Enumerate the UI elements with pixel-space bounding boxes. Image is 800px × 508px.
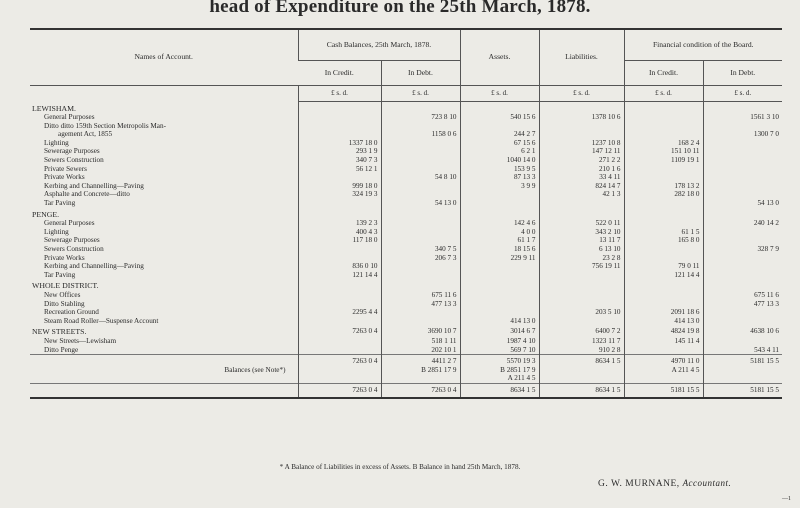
amount-cell: 1109 19 1 [624, 156, 703, 165]
account-name: Steam Road Roller—Suspense Account [44, 316, 159, 325]
amount-cell: 2295 4 4 [298, 308, 381, 317]
units-label: £ s. d. [381, 86, 460, 102]
amount-cell: 4824 19 8 [624, 325, 703, 337]
account-name: WHOLE DISTRICT. [32, 281, 99, 291]
account-name: Sewers Construction [44, 245, 104, 253]
account-name: Sewerage Purposes [44, 147, 100, 156]
amount-cell: 6 2 1 [460, 147, 539, 156]
amount-cell [298, 130, 381, 139]
amount-cell: 675 11 6 [703, 291, 782, 300]
table-row [30, 165, 782, 174]
amount-cell: 42 1 3 [539, 190, 624, 199]
units-label: £ s. d. [539, 86, 624, 102]
amount-cell [460, 102, 539, 114]
table-row [30, 139, 782, 148]
amount-cell: 147 12 11 [539, 147, 624, 156]
table-row [30, 219, 782, 228]
amount-cell: 1337 18 0 [298, 139, 381, 148]
account-name: Ditto Stabling [44, 299, 85, 308]
amount-cell: 1323 11 7 [539, 337, 624, 346]
amount-cell: 5570 19 3 [460, 355, 539, 366]
account-name [30, 374, 298, 383]
amount-cell: 8634 1 5 [460, 383, 539, 397]
header-cash-credit: In Credit. [298, 61, 381, 86]
amount-cell [381, 279, 460, 291]
amount-cell: 3690 10 7 [381, 325, 460, 337]
amount-cell: 61 1 5 [624, 228, 703, 237]
amount-cell [624, 254, 703, 263]
amount-cell [703, 165, 782, 174]
amount-cell [703, 366, 782, 375]
amount-cell: B 2851 17 9 [460, 366, 539, 375]
amount-cell: 121 14 4 [298, 271, 381, 280]
account-name: Private Works [44, 173, 85, 182]
amount-cell: 328 7 9 [703, 245, 782, 254]
amount-cell [703, 271, 782, 280]
amount-cell [703, 102, 782, 114]
account-name: Sewers Construction [44, 156, 104, 165]
account-name: Tar Paving [44, 199, 76, 208]
amount-cell [703, 208, 782, 220]
amount-cell [624, 279, 703, 291]
account-name: Balances (see Note*) [224, 365, 286, 374]
amount-cell [703, 156, 782, 165]
amount-cell [298, 366, 381, 375]
amount-cell [381, 236, 460, 245]
amount-cell: 54 13 0 [381, 199, 460, 208]
amount-cell [703, 254, 782, 263]
amount-cell [381, 165, 460, 174]
amount-cell [703, 182, 782, 191]
amount-cell [460, 208, 539, 220]
amount-cell: 202 10 1 [381, 346, 460, 355]
account-name: Kerbing and Channelling—Paving [44, 262, 144, 271]
amount-cell [539, 122, 624, 131]
amount-cell [703, 190, 782, 199]
amount-cell: 23 2 8 [539, 254, 624, 263]
amount-cell [298, 245, 381, 254]
amount-cell: 168 2 4 [624, 139, 703, 148]
account-name: Private Works [44, 253, 85, 262]
amount-cell [381, 271, 460, 280]
amount-cell [381, 208, 460, 220]
amount-cell [624, 199, 703, 208]
header-assets: Assets. [460, 29, 539, 86]
amount-cell: 7263 0 4 [298, 355, 381, 366]
amount-cell: 7263 0 4 [381, 383, 460, 397]
amount-cell [624, 219, 703, 228]
amount-cell [539, 271, 624, 280]
account-name: Kerbing and Channelling—Paving [44, 181, 144, 190]
account-name: PENGE. [32, 209, 60, 219]
table-row [30, 254, 782, 263]
amount-cell: 117 18 0 [298, 236, 381, 245]
amount-cell [539, 366, 624, 375]
amount-cell: 540 15 6 [460, 113, 539, 122]
amount-cell: 244 2 7 [460, 130, 539, 139]
amount-cell: 414 13 0 [624, 317, 703, 326]
amount-cell [381, 262, 460, 271]
amount-cell [460, 122, 539, 131]
amount-cell [298, 337, 381, 346]
table-row [30, 317, 782, 326]
table-row [30, 271, 782, 280]
amount-cell [460, 190, 539, 199]
signature-name: G. W. MURNANE, [598, 479, 680, 489]
section-row [30, 279, 782, 291]
table-row [30, 147, 782, 156]
amount-cell: 54 8 10 [381, 173, 460, 182]
amount-cell [298, 122, 381, 131]
amount-cell [703, 236, 782, 245]
amount-cell: 79 0 11 [624, 262, 703, 271]
amount-cell: 240 14 2 [703, 219, 782, 228]
amount-cell: 293 1 9 [298, 147, 381, 156]
account-name: New Offices [44, 290, 81, 299]
amount-cell [298, 300, 381, 309]
table-row [30, 346, 782, 355]
header-cash-debt: In Debt. [381, 61, 460, 86]
amount-cell: 5181 15 5 [624, 383, 703, 397]
units-label: £ s. d. [298, 86, 381, 102]
table-row [30, 374, 782, 383]
amount-cell: 67 15 6 [460, 139, 539, 148]
amount-cell: A 211 4 5 [460, 374, 539, 383]
account-name [30, 355, 298, 366]
table-row [30, 291, 782, 300]
amount-cell [298, 208, 381, 220]
amount-cell: 477 13 3 [703, 300, 782, 309]
amount-cell: 6 13 10 [539, 245, 624, 254]
amount-cell: 121 14 4 [624, 271, 703, 280]
account-name: Ditto ditto 159th Section Metropolis Man- [44, 121, 166, 130]
amount-cell [703, 139, 782, 148]
table-row [30, 199, 782, 208]
units-label: £ s. d. [460, 86, 539, 102]
amount-cell: 8634 1 5 [539, 355, 624, 366]
amount-cell: 824 14 7 [539, 182, 624, 191]
amount-cell: 1300 7 0 [703, 130, 782, 139]
amount-cell [624, 208, 703, 220]
table-row [30, 355, 782, 366]
table-row [30, 300, 782, 309]
amount-cell: 18 15 6 [460, 245, 539, 254]
amount-cell [381, 317, 460, 326]
amount-cell [539, 279, 624, 291]
page-title: head of Expenditure on the 25th March, 1878. [209, 0, 591, 17]
amount-cell: 1987 4 10 [460, 337, 539, 346]
amount-cell [298, 346, 381, 355]
amount-cell [381, 102, 460, 114]
account-name: New Streets—Lewisham [44, 336, 117, 345]
amount-cell [381, 156, 460, 165]
amount-cell: 5181 15 5 [703, 355, 782, 366]
amount-cell: 1378 10 6 [539, 113, 624, 122]
amount-cell: 1158 0 6 [381, 130, 460, 139]
amount-cell: 203 5 10 [539, 308, 624, 317]
amount-cell [298, 279, 381, 291]
section-row [30, 325, 782, 337]
amount-cell: 400 4 3 [298, 228, 381, 237]
amount-cell [703, 228, 782, 237]
amount-cell [624, 130, 703, 139]
amount-cell: 8634 1 5 [539, 383, 624, 397]
amount-cell: 151 10 11 [624, 147, 703, 156]
amount-cell: 3 9 9 [460, 182, 539, 191]
table-row [30, 173, 782, 182]
account-name: Asphalte and Concrete—ditto [44, 190, 130, 199]
amount-cell: 145 11 4 [624, 337, 703, 346]
amount-cell: 999 18 0 [298, 182, 381, 191]
table-row [30, 228, 782, 237]
amount-cell: 210 1 6 [539, 165, 624, 174]
account-name: Tar Paving [44, 270, 76, 279]
amount-cell [703, 147, 782, 156]
header-cash-balances: Cash Balances, 25th March, 1878. [298, 29, 460, 61]
amount-cell: 723 8 10 [381, 113, 460, 122]
amount-cell: 33 4 11 [539, 173, 624, 182]
amount-cell: 1237 10 8 [539, 139, 624, 148]
footnote: * A Balance of Liabilities in excess of Assets. B Balance in hand 25th March, 1878. [279, 463, 521, 471]
signature [598, 478, 731, 489]
amount-cell: 4 0 0 [460, 228, 539, 237]
amount-cell: 522 0 11 [539, 219, 624, 228]
amount-cell [624, 346, 703, 355]
amount-cell: 477 13 3 [381, 300, 460, 309]
header-fin-debt: In Debt. [703, 61, 782, 86]
section-row [30, 208, 782, 220]
amount-cell [298, 374, 381, 383]
amount-cell [298, 199, 381, 208]
amount-cell [460, 291, 539, 300]
amount-cell [298, 113, 381, 122]
amount-cell [539, 130, 624, 139]
amount-cell [539, 208, 624, 220]
table-row [30, 190, 782, 199]
amount-cell [381, 308, 460, 317]
amount-cell [381, 182, 460, 191]
amount-cell: 178 13 2 [624, 182, 703, 191]
header-liabilities: Liabilities. [539, 29, 624, 86]
amount-cell: 569 7 10 [460, 346, 539, 355]
account-name: Sewerage Purposes [44, 236, 100, 245]
amount-cell [624, 113, 703, 122]
amount-cell [703, 173, 782, 182]
amount-cell: 54 13 0 [703, 199, 782, 208]
account-name: General Purposes [44, 219, 95, 228]
amount-cell [381, 228, 460, 237]
amount-cell: 5181 15 5 [703, 383, 782, 397]
amount-cell [460, 300, 539, 309]
amount-cell: 910 2 8 [539, 346, 624, 355]
amount-cell: 229 9 11 [460, 254, 539, 263]
amount-cell: 7263 0 4 [298, 325, 381, 337]
table-row [30, 366, 782, 375]
account-name: Lighting [44, 227, 69, 236]
amount-cell [460, 199, 539, 208]
amount-cell [624, 102, 703, 114]
header-fin-credit: In Credit. [624, 61, 703, 86]
amount-cell: 836 0 10 [298, 262, 381, 271]
account-name: NEW STREETS. [32, 327, 87, 337]
table-row [30, 308, 782, 317]
amount-cell [624, 165, 703, 174]
table-row [30, 130, 782, 139]
amount-cell [381, 122, 460, 131]
table-row [30, 156, 782, 165]
amount-cell [298, 254, 381, 263]
amount-cell: 61 1 7 [460, 236, 539, 245]
amount-cell: 7263 0 4 [298, 383, 381, 397]
amount-cell: 3014 6 7 [460, 325, 539, 337]
amount-cell: 675 11 6 [381, 291, 460, 300]
units-label: £ s. d. [624, 86, 703, 102]
amount-cell: 2091 18 6 [624, 308, 703, 317]
amount-cell [539, 300, 624, 309]
amount-cell: 56 12 1 [298, 165, 381, 174]
amount-cell [703, 337, 782, 346]
amount-cell [298, 291, 381, 300]
amount-cell: 142 4 6 [460, 219, 539, 228]
table-row [30, 383, 782, 397]
amount-cell: 271 2 2 [539, 156, 624, 165]
amount-cell [539, 374, 624, 383]
amount-cell: 87 13 3 [460, 173, 539, 182]
amount-cell: 6400 7 2 [539, 325, 624, 337]
account-name: agement Act, 1855 [58, 130, 113, 139]
page-mark: —1 [782, 496, 791, 502]
amount-cell: 324 19 3 [298, 190, 381, 199]
amount-cell [703, 374, 782, 383]
table-row [30, 182, 782, 191]
amount-cell: 343 2 10 [539, 228, 624, 237]
amount-cell [624, 245, 703, 254]
table-row [30, 262, 782, 271]
account-name: Ditto Penge [44, 345, 79, 354]
amount-cell [381, 190, 460, 199]
amount-cell: B 2851 17 9 [381, 366, 460, 375]
amount-cell [298, 102, 381, 114]
amount-cell: 139 2 3 [298, 219, 381, 228]
table-row [30, 245, 782, 254]
amount-cell: 282 18 0 [624, 190, 703, 199]
amount-cell [703, 122, 782, 131]
amount-cell [539, 199, 624, 208]
account-name: Private Sewers [44, 164, 87, 173]
amount-cell [298, 317, 381, 326]
amount-cell [381, 219, 460, 228]
units-label: £ s. d. [703, 86, 782, 102]
amount-cell [539, 102, 624, 114]
amount-cell: 4411 2 7 [381, 355, 460, 366]
amount-cell [460, 308, 539, 317]
table-row [30, 122, 782, 131]
amount-cell: 4970 11 0 [624, 355, 703, 366]
amount-cell: 340 7 3 [298, 156, 381, 165]
amount-cell: A 211 4 5 [624, 366, 703, 375]
table-row [30, 337, 782, 346]
amount-cell: 543 4 11 [703, 346, 782, 355]
section-row [30, 102, 782, 114]
amount-cell [460, 262, 539, 271]
amount-cell [703, 279, 782, 291]
account-name: General Purposes [44, 113, 95, 122]
amount-cell [460, 271, 539, 280]
amount-cell: 340 7 5 [381, 245, 460, 254]
amount-cell [703, 317, 782, 326]
account-name [30, 383, 298, 397]
table-row [30, 236, 782, 245]
amount-cell [624, 300, 703, 309]
account-name: Recreation Ground [44, 308, 99, 317]
amount-cell [539, 291, 624, 300]
amount-cell [298, 173, 381, 182]
amount-cell [703, 308, 782, 317]
amount-cell: 756 19 11 [539, 262, 624, 271]
amount-cell: 1040 14 0 [460, 156, 539, 165]
header-names: Names of Account. [30, 29, 298, 86]
amount-cell: 206 7 3 [381, 254, 460, 263]
account-name: Lighting [44, 138, 69, 147]
amount-cell [624, 122, 703, 131]
accounts-table-body [30, 102, 782, 398]
table-row [30, 113, 782, 122]
amount-cell: 165 8 0 [624, 236, 703, 245]
amount-cell [624, 374, 703, 383]
header-financial-condition: Financial condition of the Board. [624, 29, 782, 61]
amount-cell: 13 11 7 [539, 236, 624, 245]
amount-cell: 414 13 0 [460, 317, 539, 326]
amount-cell: 153 9 5 [460, 165, 539, 174]
amount-cell [539, 317, 624, 326]
accounts-table [30, 28, 782, 399]
amount-cell [624, 291, 703, 300]
amount-cell [460, 279, 539, 291]
signature-title: Accountant. [682, 478, 732, 488]
amount-cell [381, 147, 460, 156]
amount-cell: 518 1 11 [381, 337, 460, 346]
amount-cell [624, 173, 703, 182]
amount-cell [381, 139, 460, 148]
amount-cell: 1561 3 10 [703, 113, 782, 122]
account-name: LEWISHAM. [32, 103, 76, 113]
amount-cell [381, 374, 460, 383]
amount-cell [703, 262, 782, 271]
amount-cell: 4638 10 6 [703, 325, 782, 337]
